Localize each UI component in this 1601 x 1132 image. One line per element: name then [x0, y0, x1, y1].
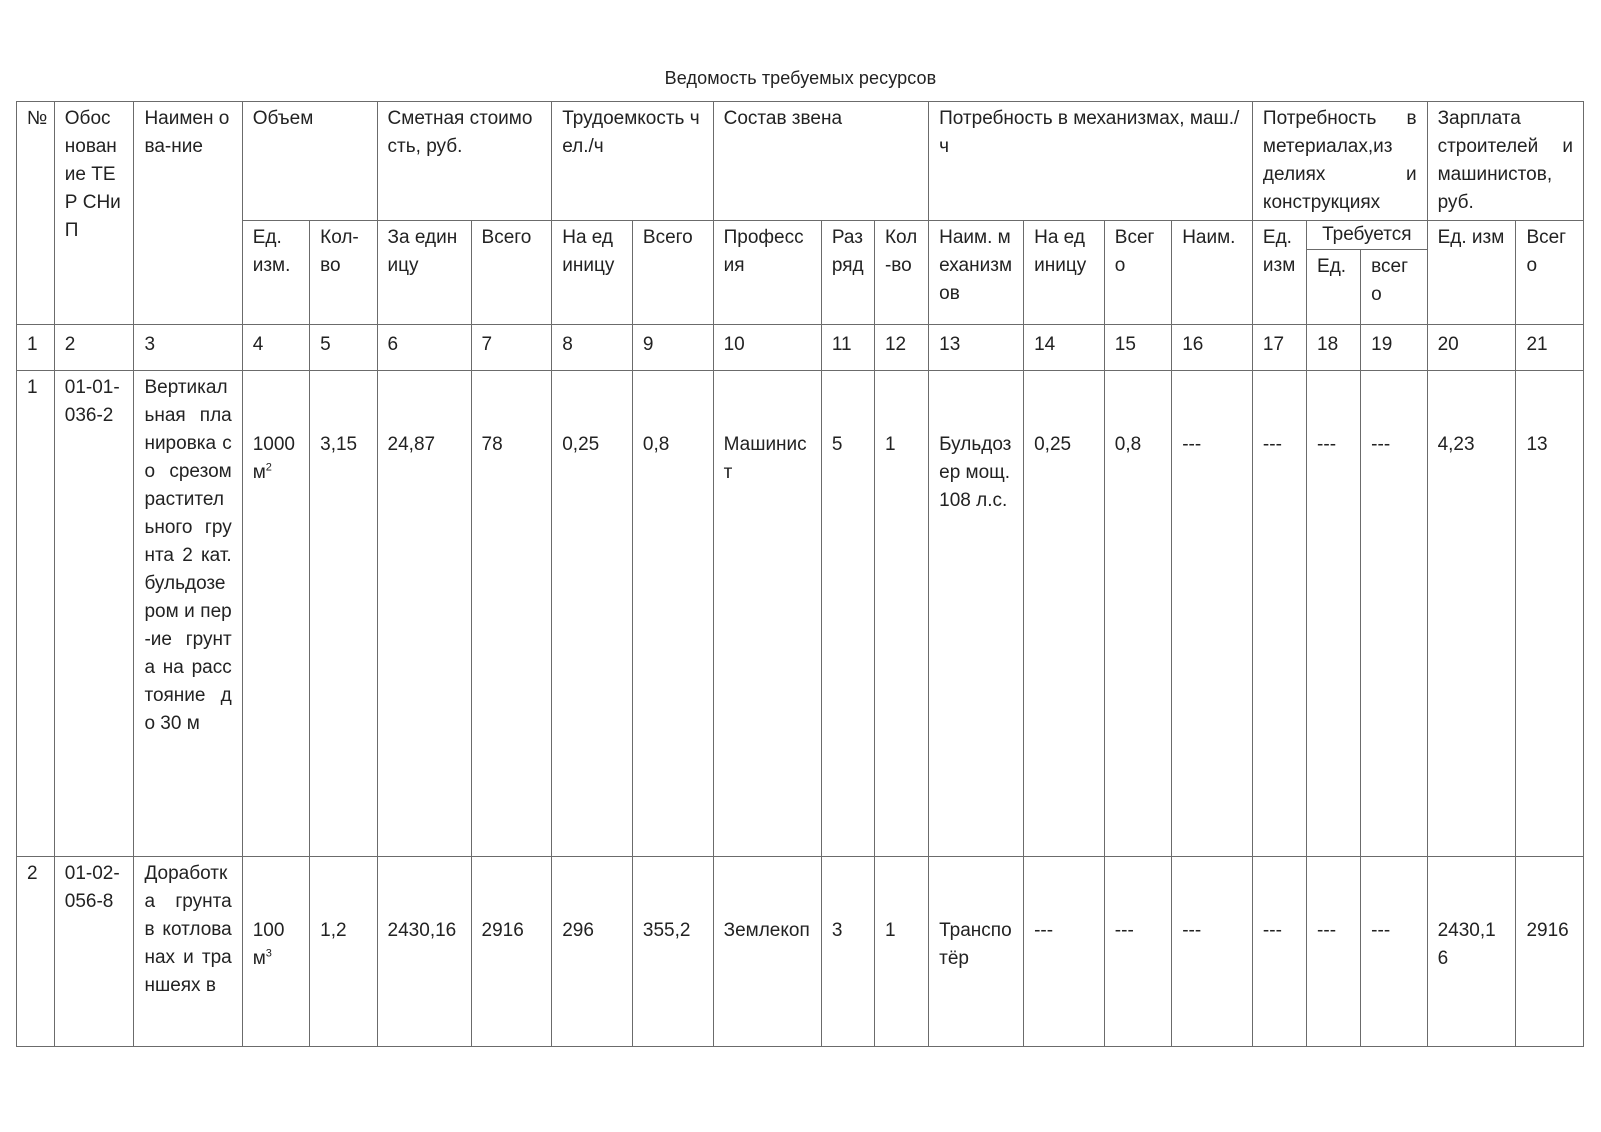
- colnum: 19: [1361, 325, 1427, 371]
- cell-cost-unit: 24,87: [377, 371, 471, 857]
- cell-name: Доработка грунта в котлованах и траншеях в: [134, 857, 242, 1047]
- header-row-sub: [17, 221, 1584, 250]
- sub-cost-per-unit: За единицу: [377, 221, 471, 325]
- cell-req-unit: ---: [1307, 857, 1361, 1047]
- resources-table: [16, 101, 1584, 1047]
- cell-count: 1: [874, 371, 928, 857]
- cell-labor-unit: 0,25: [552, 371, 633, 857]
- cell-unit: [242, 371, 309, 857]
- cell-mat-unit: ---: [1252, 857, 1306, 1047]
- cell-no: 2: [17, 857, 55, 1047]
- cell-labor-total: 0,8: [632, 371, 713, 857]
- sub-mech-per-unit: На единицу: [1024, 221, 1105, 325]
- document-title: Ведомость требуемых ресурсов: [664, 68, 937, 88]
- cell-count: 1: [874, 857, 928, 1047]
- table-row: [17, 857, 1584, 1047]
- cell-cost-total: 78: [471, 371, 552, 857]
- cell-req-total: ---: [1361, 371, 1427, 857]
- cell-mech-total: ---: [1104, 857, 1171, 1047]
- cell-qty: 3,15: [310, 371, 377, 857]
- cell-req-unit: ---: [1307, 371, 1361, 857]
- colnum: 8: [552, 325, 633, 371]
- cell-profession: Машинист: [713, 371, 821, 857]
- colnum: 17: [1252, 325, 1306, 371]
- header-volume: Объем: [242, 102, 377, 221]
- colnum: 9: [632, 325, 713, 371]
- table-row: [17, 371, 1584, 857]
- cell-name: Вертикальная планировка со срезом растительного грунта 2 кат. бульдозером и пер-ие грунта на расстояние до 30 м: [134, 371, 242, 857]
- cell-sal-unit: 2430,16: [1427, 857, 1516, 1047]
- sub-qty: Кол-во: [310, 221, 377, 325]
- colnum: 10: [713, 325, 821, 371]
- header-crew: Состав звена: [713, 102, 929, 221]
- cell-unit: [242, 857, 309, 1047]
- sub-required-unit: Ед.: [1307, 250, 1361, 325]
- cell-basis: 01-02-056-8: [54, 857, 134, 1047]
- header-name: Наимен ова-ние: [134, 102, 242, 325]
- cell-grade: 3: [821, 857, 874, 1047]
- colnum: 12: [874, 325, 928, 371]
- cell-unit-text: 1000 м: [252, 434, 295, 483]
- colnum: 7: [471, 325, 552, 371]
- column-numbers-row: [17, 325, 1584, 371]
- header-basis: Обос нован ие ТЕР СНиП: [54, 102, 134, 325]
- header-materials: Потребность в метериалах,из делиях и конструкциях: [1252, 102, 1427, 221]
- header-labor: Трудоемкость чел./ч: [552, 102, 713, 221]
- cell-mech-unit: ---: [1024, 857, 1105, 1047]
- sub-mech-name2: Наим.: [1172, 221, 1253, 325]
- sub-mech-total: Всего: [1104, 221, 1171, 325]
- header-machines: Потребность в механизмах, маш./ч: [929, 102, 1253, 221]
- colnum: 15: [1104, 325, 1171, 371]
- cell-unit-sup: 2: [265, 461, 272, 474]
- cell-mech-name2: ---: [1172, 857, 1253, 1047]
- colnum: 6: [377, 325, 471, 371]
- cell-basis: 01-01-036-2: [54, 371, 134, 857]
- colnum: 11: [821, 325, 874, 371]
- colnum: 13: [929, 325, 1024, 371]
- cell-labor-total: 355,2: [632, 857, 713, 1047]
- header-row-main: [17, 102, 1584, 221]
- cell-cost-unit: 2430,16: [377, 857, 471, 1047]
- sub-salary-unit: Ед. изм: [1427, 221, 1516, 325]
- sub-salary-total: Всего: [1516, 221, 1584, 325]
- cell-sal-total: 13: [1516, 371, 1584, 857]
- colnum: 5: [310, 325, 377, 371]
- sub-required: Требуется: [1307, 221, 1428, 250]
- cell-req-total: ---: [1361, 857, 1427, 1047]
- header-salary: Зарплата строителей и машинистов, руб.: [1427, 102, 1583, 221]
- header-cost: Сметная стоимость, руб.: [377, 102, 552, 221]
- sub-unit: Ед. изм.: [242, 221, 309, 325]
- cell-no: 1: [17, 371, 55, 857]
- colnum: 18: [1307, 325, 1361, 371]
- cell-mech-unit: 0,25: [1024, 371, 1105, 857]
- colnum: 4: [242, 325, 309, 371]
- cell-labor-unit: 296: [552, 857, 633, 1047]
- cell-unit-sup: 3: [265, 947, 272, 960]
- sub-required-total: всего: [1361, 250, 1427, 325]
- cell-unit-text: 100 м: [252, 920, 285, 969]
- cell-mech-name2: ---: [1172, 371, 1253, 857]
- colnum: 3: [134, 325, 242, 371]
- colnum: 20: [1427, 325, 1516, 371]
- colnum: 1: [17, 325, 55, 371]
- colnum: 16: [1172, 325, 1253, 371]
- cell-cost-total: 2916: [471, 857, 552, 1047]
- cell-mat-unit: ---: [1252, 371, 1306, 857]
- cell-sal-unit: 4,23: [1427, 371, 1516, 857]
- colnum: 14: [1024, 325, 1105, 371]
- sub-profession: Профессия: [713, 221, 821, 325]
- header-no: №: [17, 102, 55, 325]
- colnum: 21: [1516, 325, 1584, 371]
- cell-sal-total: 2916: [1516, 857, 1584, 1047]
- sub-mech-name: Наим. механизмов: [929, 221, 1024, 325]
- sub-grade: Разряд: [821, 221, 874, 325]
- sub-count: Кол-во: [874, 221, 928, 325]
- sub-labor-per-unit: На единицу: [552, 221, 633, 325]
- cell-grade: 5: [821, 371, 874, 857]
- cell-profession: Землекоп: [713, 857, 821, 1047]
- sub-cost-total: Всего: [471, 221, 552, 325]
- sub-mat-unit: Ед. изм: [1252, 221, 1306, 325]
- colnum: 2: [54, 325, 134, 371]
- cell-mech-total: 0,8: [1104, 371, 1171, 857]
- cell-qty: 1,2: [310, 857, 377, 1047]
- cell-mech-name: Бульдозер мощ.108 л.с.: [929, 371, 1024, 857]
- sub-labor-total: Всего: [632, 221, 713, 325]
- cell-mech-name: Транспотёр: [929, 857, 1024, 1047]
